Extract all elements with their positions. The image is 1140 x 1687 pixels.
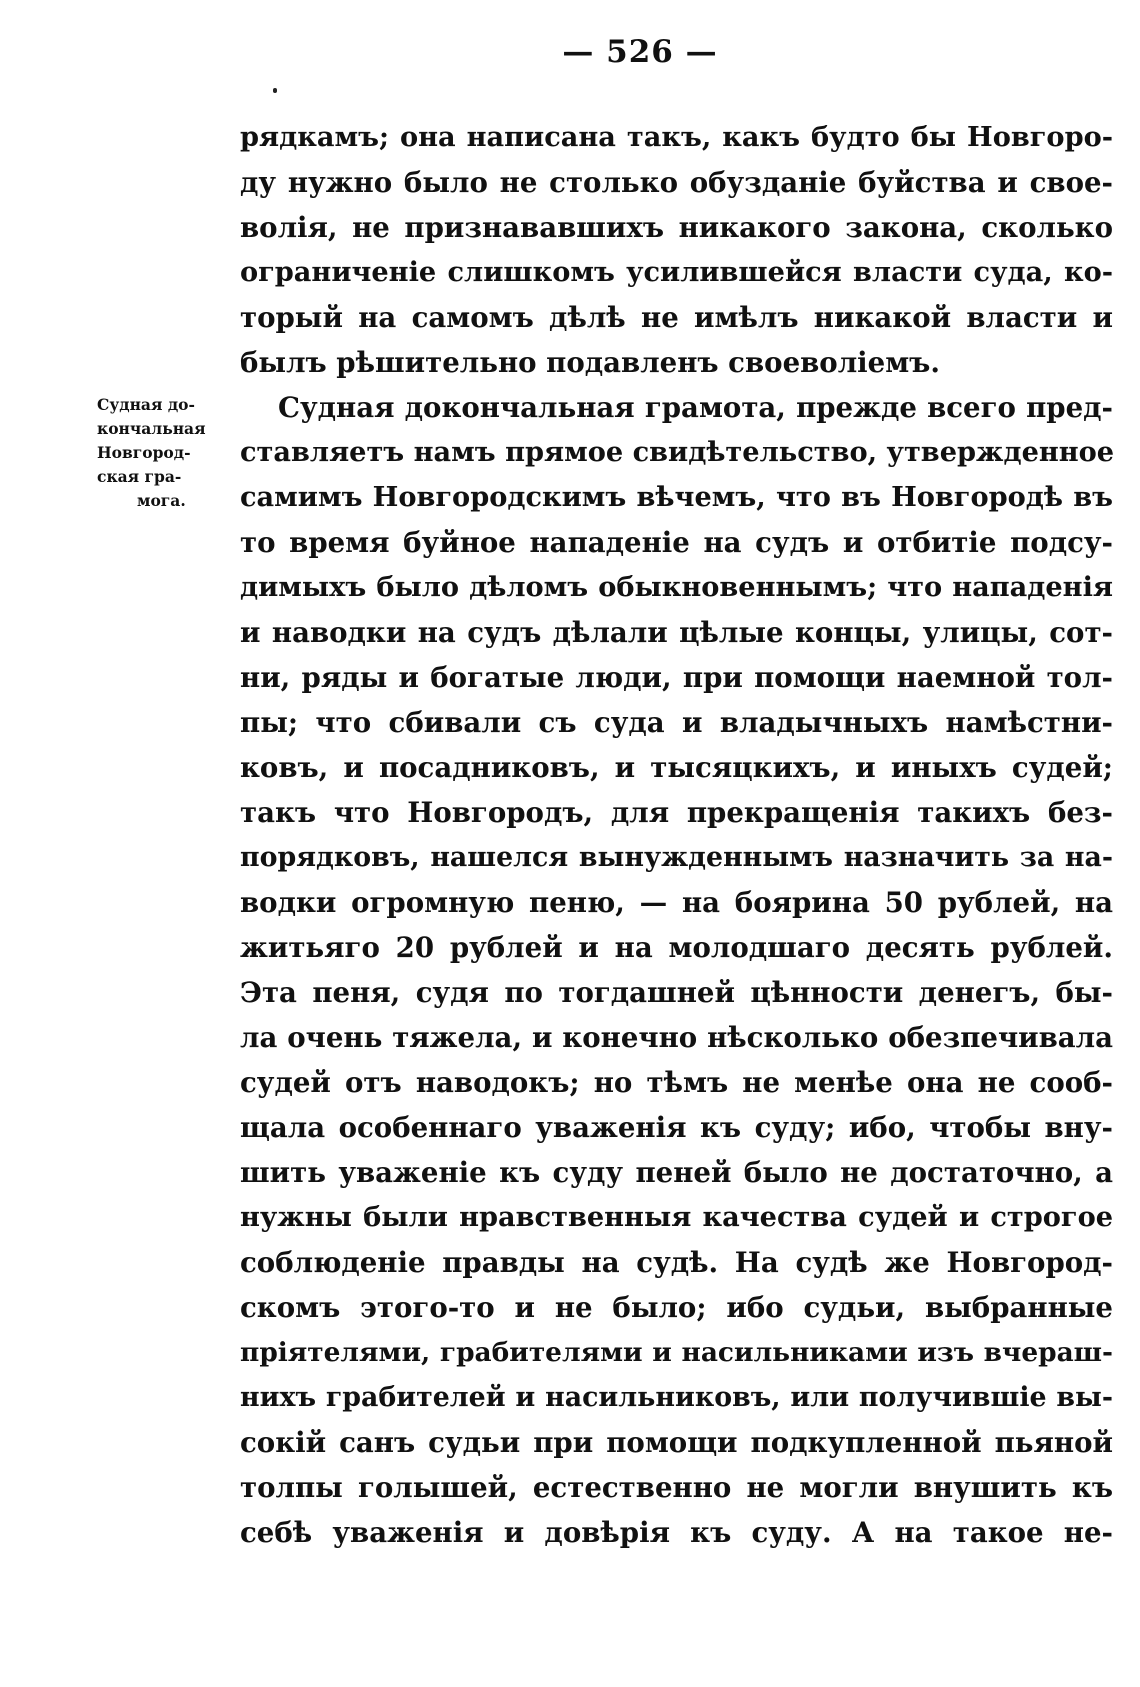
margin-note-line: кончальная: [97, 419, 206, 438]
margin-note-line: Судная до-: [97, 395, 195, 414]
text-line: нужны были нравственныя качества судей и строгое: [240, 1201, 1113, 1233]
text-line: ограниченіе слишкомъ усилившейся власти суда, ко-: [240, 256, 1113, 288]
text-line: ставляетъ намъ прямое свидѣтельство, утвержденное: [240, 436, 1115, 468]
margin-note-line: мога.: [137, 491, 186, 510]
text-line: порядковъ, нашелся вынужденнымъ назначить за на-: [240, 842, 1113, 873]
text-line: и наводки на судъ дѣлали цѣлые концы, улицы, сот-: [240, 616, 1113, 649]
text-line: волія, не признававшихъ никакого закона, сколько: [240, 211, 1113, 244]
body-text: [240, 115, 1113, 1555]
text-line: водки огромную пеню, — на боярина 50 рублей, на: [240, 886, 1113, 919]
page-number: — 526 —: [562, 34, 718, 70]
text-line: пы; что сбивали съ суда и владычныхъ намѣстни-: [240, 706, 1113, 739]
text-line: себѣ уваженія и довѣрія къ суду. А на такое не-: [240, 1516, 1113, 1549]
print-speck: [273, 88, 277, 93]
text-line: Судная докончальная грамота, прежде всего пред-: [278, 391, 1113, 424]
text-line: сокій санъ судьи при помощи подкупленной пьяной: [240, 1426, 1113, 1459]
margin-note-line: ская гра-: [97, 467, 182, 486]
text-line: шить уваженіе къ суду пеней было не достаточно, а: [240, 1156, 1113, 1189]
text-line: толпы голышей, естественно не могли внушить къ: [240, 1471, 1113, 1504]
text-line: судей отъ наводокъ; но тѣмъ не менѣе она не сооб-: [240, 1066, 1113, 1099]
text-line: то время буйное нападеніе на судъ и отбитіе подсу-: [240, 526, 1113, 559]
paragraph-2: [240, 385, 1113, 1555]
text-line: житьяго 20 рублей и на молодшаго десять рублей.: [240, 931, 1113, 964]
text-line: соблюденіе правды на судѣ. На судѣ же Новгород-: [240, 1246, 1113, 1279]
margin-note-line: Новгород-: [97, 443, 191, 462]
text-line: рядкамъ; она написана такъ, какъ будто бы Новгоро-: [240, 121, 1113, 153]
text-line: скомъ этого-то и не было; ибо судьи, выбранные: [240, 1291, 1113, 1324]
paragraph-1: [240, 115, 1113, 385]
text-line: ковъ, и посадниковъ, и тысяцкихъ, и иныхъ судей;: [240, 751, 1113, 784]
text-line: самимъ Новгородскимъ вѣчемъ, что въ Новгородѣ въ: [240, 481, 1113, 513]
text-line: Эта пеня, судя по тогдашней цѣнности денегъ, бы-: [240, 976, 1113, 1009]
text-line: ни, ряды и богатые люди, при помощи наемной тол-: [240, 661, 1113, 694]
text-line: ду нужно было не столько обузданіе буйства и свое-: [240, 166, 1113, 199]
text-line: былъ рѣшительно подавленъ своеволіемъ.: [240, 346, 940, 379]
margin-note: [97, 393, 227, 513]
text-line: ла очень тяжела, и конечно нѣсколько обезпечивала: [240, 1021, 1113, 1054]
text-line: нихъ грабителей и насильниковъ, или получившіе вы-: [240, 1382, 1113, 1413]
text-line: димыхъ было дѣломъ обыкновеннымъ; что нападенія: [240, 571, 1113, 603]
text-line: пріятелями, грабителями и насильниками изъ вчераш-: [240, 1337, 1113, 1368]
text-line: щала особеннаго уваженія къ суду; ибо, чтобы вну-: [240, 1111, 1113, 1144]
text-line: такъ что Новгородъ, для прекращенія такихъ без-: [240, 796, 1113, 829]
text-line: торый на самомъ дѣлѣ не имѣлъ никакой власти и: [240, 301, 1113, 334]
